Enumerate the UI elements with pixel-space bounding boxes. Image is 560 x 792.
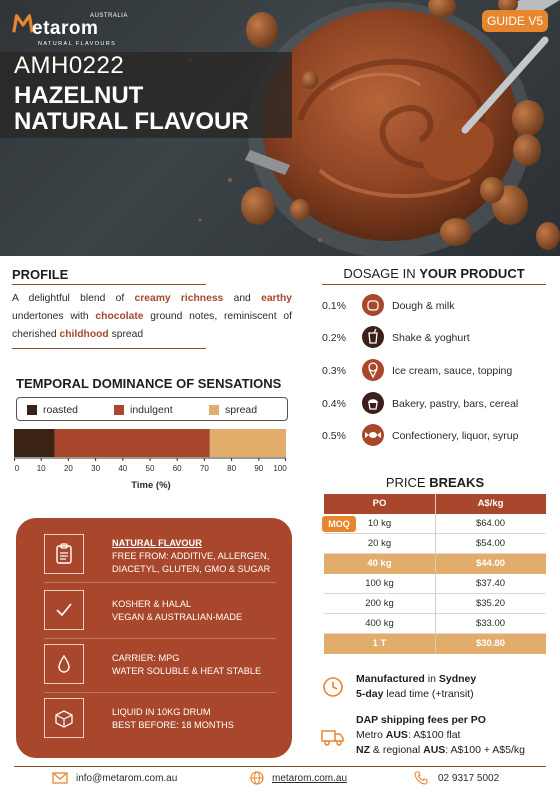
dosage-percent: 0.4% (322, 398, 346, 410)
natural-flavour-heading: NATURAL FLAVOUR (112, 538, 202, 548)
card-line: DIACETYL, GLUTEN, GMO & SUGAR (112, 564, 271, 574)
lead-time-value: 5-day (356, 688, 384, 700)
price-cell-value: $54.00 (475, 538, 506, 549)
price-cell-value: $64.00 (475, 518, 506, 529)
price-cell-po: 20 kg (367, 538, 392, 549)
logo-country: AUSTRALIA (90, 13, 128, 19)
profile-highlight: childhood (59, 329, 109, 340)
price-cell-value: $30.80 (475, 638, 506, 649)
card-line: WATER SOLUBLE & HEAT STABLE (112, 666, 262, 676)
card-divider (44, 582, 276, 583)
tds-tick-label: 10 (36, 464, 46, 473)
envelope-icon (52, 772, 68, 784)
droplet-icon (53, 653, 75, 675)
card-text-1 (112, 537, 270, 576)
price-cell-value: $33.00 (475, 618, 506, 629)
shipping-nz-region: NZ (356, 744, 370, 756)
price-cell-po: 200 kg (365, 598, 394, 609)
price-cell-value: $44.00 (475, 558, 506, 569)
price-cell-po: 1 T (372, 638, 387, 649)
shipping-metro-fee: : A$100 flat (407, 729, 461, 741)
dosage-percent: 0.1% (322, 300, 346, 312)
tds-x-axis-label: Time (%) (131, 480, 171, 491)
dosage-heading-bold: YOUR PRODUCT (419, 266, 525, 281)
dosage-percent: 0.3% (322, 365, 346, 377)
card-icon-frame-1 (44, 534, 84, 574)
tds-tick-label: 30 (91, 464, 101, 473)
card-icon-frame-4 (44, 698, 84, 738)
tds-tick-label: 100 (273, 464, 287, 473)
legend-swatch-roasted (27, 405, 37, 415)
card-text-4 (112, 706, 234, 732)
footer-phone[interactable]: 02 9317 5002 (438, 773, 500, 784)
price-cell-po: 400 kg (365, 618, 394, 629)
hero-image (0, 0, 560, 256)
dosage-row (322, 424, 552, 450)
tds-legend (16, 397, 288, 421)
card-line: BEST BEFORE: 18 MONTHS (112, 720, 234, 730)
footer-email[interactable]: info@metarom.com.au (76, 773, 178, 784)
profile-heading: PROFILE (12, 267, 69, 282)
dosage-application: Bakery, pastry, bars, cereal (392, 398, 519, 410)
dosage-heading (322, 266, 546, 281)
phone-icon (414, 771, 428, 785)
product-name-line2: NATURAL FLAVOUR (14, 108, 249, 135)
footer-website[interactable]: metarom.com.au (272, 773, 348, 784)
clipboard-icon (53, 543, 75, 565)
price-cell-po: 100 kg (365, 578, 394, 589)
manufactured-connector: in (424, 673, 439, 685)
product-attributes-card (16, 518, 292, 758)
dosage-row (322, 359, 552, 385)
tds-tick-label: 0 (14, 464, 20, 473)
shipping-info (356, 713, 525, 758)
legend-label-roasted: roasted (43, 404, 79, 416)
profile-highlight: creamy richness (134, 293, 224, 304)
manufactured-location: Sydney (438, 673, 477, 685)
column-header-price: A$/kg (477, 498, 504, 509)
price-cell-po: 10 kg (367, 518, 392, 529)
dosage-heading-rule (322, 284, 546, 285)
bread-icon (362, 294, 384, 316)
legend-swatch-spread (209, 405, 219, 415)
card-text-2 (112, 598, 242, 624)
tds-tick-label: 90 (254, 464, 264, 473)
candy-icon (362, 424, 384, 446)
guide-version-badge: GUIDE V5 (482, 10, 548, 32)
manufacturing-info (356, 672, 476, 702)
price-heading-bold: BREAKS (429, 475, 485, 490)
price-cell-value: $35.20 (475, 598, 506, 609)
profile-heading-rule (12, 284, 206, 285)
card-divider (44, 638, 276, 639)
price-heading-plain: PRICE (385, 475, 430, 490)
footer-rule (14, 766, 546, 767)
profile-text-segment: spread (108, 329, 144, 340)
profile-highlight: earthy (261, 293, 292, 304)
dosage-percent: 0.5% (322, 430, 346, 442)
tds-tick-label: 40 (118, 464, 128, 473)
card-line: VEGAN & AUSTRALIAN-MADE (112, 612, 243, 622)
legend-label-indulgent: indulgent (130, 404, 173, 416)
tds-tick-label: 70 (199, 464, 209, 473)
manufactured-label: Manufactured (356, 673, 425, 685)
dosage-application: Ice cream, sauce, topping (392, 365, 513, 377)
checkmark-icon (53, 599, 75, 621)
clock-icon (322, 676, 344, 698)
profile-description (12, 290, 292, 344)
product-name-line1: HAZELNUT (14, 82, 144, 109)
shipping-nz-connector: & regional (370, 744, 424, 756)
globe-icon (250, 771, 264, 785)
tds-tick-label: 80 (227, 464, 237, 473)
card-text-3 (112, 652, 261, 678)
tds-heading: TEMPORAL DOMINANCE OF SENSATIONS (16, 376, 282, 391)
card-icon-frame-2 (44, 590, 84, 630)
dosage-heading-plain: DOSAGE IN (343, 266, 420, 281)
tds-tick-label: 20 (63, 464, 73, 473)
tds-tick-label: 60 (172, 464, 182, 473)
legend-label-spread: spread (225, 404, 258, 416)
profile-text-segment: undertones with (12, 311, 96, 322)
price-cell-value: $37.40 (475, 578, 506, 589)
price-table-column-divider (435, 494, 436, 654)
price-cell-po: 40 kg (367, 558, 392, 569)
shipping-metro-region: AUS (385, 729, 408, 741)
box-icon (53, 707, 75, 729)
tds-bar-spread (210, 429, 286, 457)
profile-highlight: chocolate (95, 311, 144, 322)
dosage-row (322, 392, 552, 418)
cup-icon (362, 326, 384, 348)
tds-bar-indulgent (55, 429, 210, 457)
logo-tagline: NATURAL FLAVOURS (38, 41, 117, 47)
ice-cream-icon (362, 359, 384, 381)
card-line: FREE FROM: ADDITIVE, ALLERGEN, (112, 551, 270, 561)
dosage-application: Confectionery, liquor, syrup (392, 430, 519, 442)
dosage-percent: 0.2% (322, 332, 346, 344)
moq-badge: MOQ (322, 516, 356, 532)
shipping-metro-prefix: Metro (356, 729, 386, 741)
tds-tick-label: 50 (145, 464, 155, 473)
metarom-logo (12, 12, 128, 48)
card-line: KOSHER & HALAL (112, 599, 192, 609)
dosage-row (322, 326, 552, 352)
tds-bar-roasted (14, 429, 55, 457)
card-line: CARRIER: MPG (112, 653, 180, 663)
profile-text-segment: A delightful blend of (12, 293, 135, 304)
legend-swatch-indulgent (114, 405, 124, 415)
card-line: LIQUID IN 10KG DRUM (112, 707, 211, 717)
product-code: AMH0222 (14, 52, 125, 79)
shipping-nz-fee: : A$100 + A$5/kg (445, 744, 525, 756)
delivery-truck-icon (320, 726, 346, 748)
dosage-row (322, 294, 552, 320)
shipping-regional-region: AUS (423, 744, 446, 756)
card-icon-frame-3 (44, 644, 84, 684)
lead-time-text: lead time (+transit) (383, 688, 474, 700)
profile-text-segment: and (223, 293, 262, 304)
shipping-title: DAP shipping fees per PO (356, 714, 486, 726)
column-header-po: PO (372, 498, 387, 509)
metarom-m-mark-icon (12, 12, 34, 36)
logo-wordmark: etarom (32, 18, 99, 39)
profile-bottom-rule (12, 348, 206, 349)
profile-text-segment: ground notes, reminiscent of cherished (12, 311, 292, 340)
dosage-application: Dough & milk (392, 300, 455, 312)
cupcake-icon (362, 392, 384, 414)
dosage-application: Shake & yoghurt (392, 332, 470, 344)
price-heading (324, 475, 546, 490)
card-divider (44, 692, 276, 693)
